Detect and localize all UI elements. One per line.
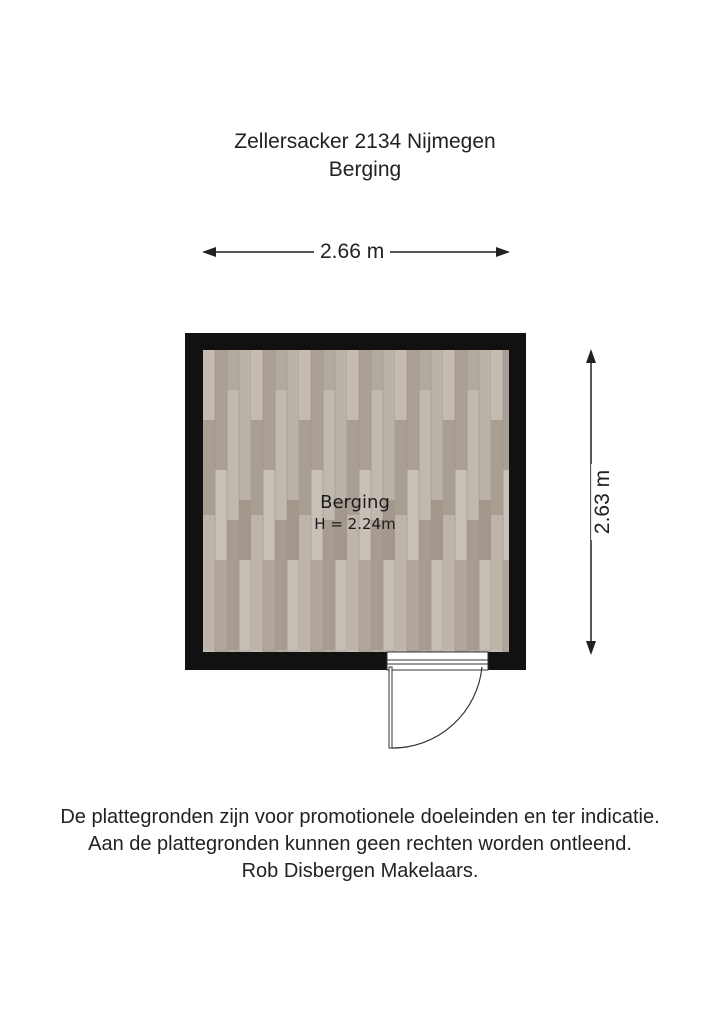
width-dimension-label: 2.66 m: [314, 240, 390, 264]
disclaimer-line-3: Rob Disbergen Makelaars.: [241, 860, 479, 882]
room-name-label: Berging: [320, 492, 390, 513]
disclaimer-line-1: De plattegronden zijn voor promotionele doeleinden en ter indicatie.: [60, 806, 660, 828]
room-height-label: H = 2.24m: [314, 515, 396, 533]
disclaimer-line-2: Aan de plattegronden kunnen geen rechten worden ontleend.: [88, 833, 632, 855]
address-title: Zellersacker 2134 Nijmegen: [234, 130, 496, 153]
room-type-title: Berging: [328, 158, 402, 181]
height-dimension-label: 2.63 m: [591, 464, 615, 540]
door: [387, 652, 488, 748]
